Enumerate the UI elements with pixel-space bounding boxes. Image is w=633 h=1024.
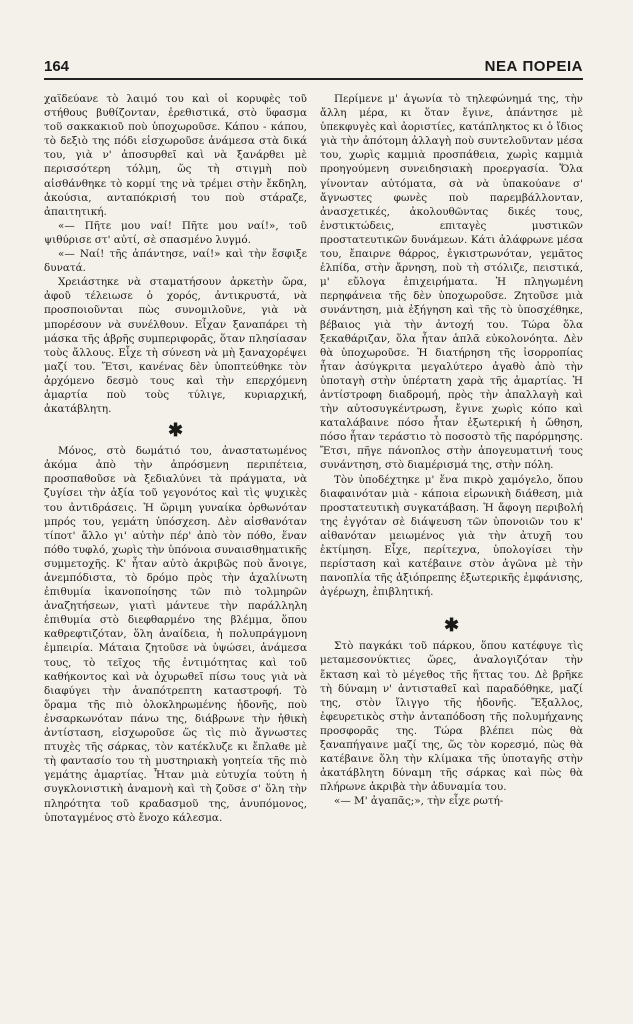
page-number: 164 bbox=[44, 58, 70, 75]
section-separator: ✱ bbox=[443, 615, 460, 637]
paragraph: «— Μ' ἀγαπᾶς;», τὴν εἶχε ρωτή- bbox=[334, 795, 504, 808]
paragraph: «— Ναί! τῆς ἀπάντησε, ναί!» καὶ τὴν ἔσφιξε δυνατά. bbox=[44, 248, 307, 275]
spacer bbox=[320, 599, 583, 611]
paragraph: Περίμενε μ' ἀγωνία τὸ τηλεφώνημά της, τὴν ἄλλη μέρα, κι ὅταν ἔγινε, ἀπάντησε μὲ ὑπεκφυγὲς καὶ ἀοριστίες, κατάπληκτος κι ὁ ἴδιος γιὰ τὴν ἀπότομη ἀλλαγὴ ποὺ συντελοῦνταν μέσα του, χωρὶς καμμιὰ προσπάθεια, χωρὶς καμμιὰ προηγούμενη συνειδησιακὴ προεργασία. Ὅλα γίνονταν αὐτόματα, σὰ νὰ ὑπακούανε σ' ἄγνωστες φωνὲς ποὺ παρεμβάλλονταν, ἀνασχετικές, ἀκολουθῶντας δικές τους, ἐνστικτώδεις, επιταγὲς μυστικῶν προστατευτικῶν δυνάμεων. Κάτι ἀλάφρωνε μέσα του, ἔπαιρνε θάρρος, ἐγκιστρωνόταν, γεμᾶτος ἐλπίδα, στὴν ἄρνηση, ποὺ τὴ στόλιζε, πειστικά, μ' εὔλογα ἐπιχειρήματα. Ἡ πληγωμένη περηφάνεια τῆς δὲν ὑποχωροῦσε. Ζητοῦσε μιὰ συνάντηση, μιὰ ἐξήγηση καὶ τῆς τὸ ὑποσχέθηκε, βέβαιος γιὰ τὴν ἀντοχή του. Τώρα ὅλα ξεκαθάριζαν, ὅλα ἦταν ἁπλᾶ εὐκολονόητα. Δὲν θὰ ὑποχωροῦσε. Ἡ διατήρηση τῆς ἰσορροπίας ἦταν ἀσύγκριτα μεγαλύτερο ἀγαθὸ ἀπὸ τὴν ὑποταγὴ στὴν ὑπέρτατη χαρὰ τῆς ἁμαρτίας. Ἡ ἀντίστροφη διαδρομή, πρὸς τὴν ἀπαλλαγὴ καὶ τὴν αὐτοσυγκέντρωση, ἔγινε χωρὶς κόπο καὶ καταλάβαινε πόσο ἦταν ἐξωτερική ἡ ὤθηση, πόσο ἦταν τεράστιο τὸ ποσοστὸ τῆς παρόρμησης. Ἔτσι, πῆγε πάνοπλος στὴν ἀπογευματινή τους συνάντηση, στὸ διαμέρισμά της, στὴν πόλη. bbox=[320, 93, 583, 472]
left-column bbox=[44, 92, 307, 825]
right-column bbox=[320, 92, 583, 809]
paragraph: χαϊδεύανε τὸ λαιμό του καὶ οἱ κορυφὲς τοῦ στήθους βυθίζονταν, ἐρεθιστικά, στὸ ὕφασμα τοῦ σακκακιοῦ ποὺ ὑποχωροῦσε. Κάπου - κάπου, τὸ δεξιὸ της πόδι εἰσχωροῦσε ἀνάμεσα στὰ δικά του, γιὰ ν' ἀποσυρθεῖ καὶ νὰ ξανάρθει μὲ περισσότερη τόλμη, ὥς τὴ στιγμὴ ποὺ αἰσθάνθηκε τὸ κορμί της νὰ τρέμει στὴν ἔκδηλη, ἀκούσια, ανταπόκρισή του ποὺ στάραζε, ἀπαιτητική. bbox=[44, 93, 307, 218]
page-header bbox=[44, 58, 583, 80]
journal-title: ΝΕΑ ΠΟΡΕΙΑ bbox=[484, 58, 583, 75]
paragraph: Τὸν ὑποδέχτηκε μ' ἕνα πικρὸ χαμόγελο, ὅπου διαφαινόταν μιὰ - κάποια εἰρωνικὴ διάθεση, μιὰ προστατευτικὴ συγκατάβαση. Ἡ ἄφογη περιβολή της ἐγγόταν σὲ διάψευση τῶν ὑπονοιῶν του κ' αἰθανόταν μειωμένος γιὰ τὴν ἀτυχῆ του ἐκτίμηση. Εἶχε, περίτεχνα, ὑπολογίσει τὴν περίσταση καὶ κατέβαινε στὸν ἀγῶνα μὲ τὴν πανοπλία τῆς ἀξιόπρεπης ἐξωτερικῆς ἐμφάνισης, ἀγέρωχη, ἐπιβλητική. bbox=[320, 473, 583, 599]
paragraph: Μόνος, στὸ δωμάτιό του, ἀναστατωμένος ἀκόμα ἀπὸ τὴν ἀπρόσμενη περιπέτεια, προσπαθοῦσε νὰ ξεδιαλύνει τὰ πράγματα, νὰ ζυγίσει τὴν ἀξία τοῦ γεγονότος καὶ τὶς ψυχικὲς του ἀντιδράσεις. Ἡ ὥριμη γυναίκα ὀρθωνόταν μπρός του, γεμάτη ὑπόσχεση. Δὲν αἰσθανόταν τίποτ' ἄλλο γι' αὐτὴν πέρ' ἀπὸ τὸν πόθο, ἕναν πόθο τυφλό, χωρὶς τὴν ὑπόνοια συναισθηματικῆς συμμετοχῆς. Κ' ἦταν αὐτὸ ἀκριβῶς ποὺ ἄνοιγε, ἀνεμπόδιστα, τὸ δρόμο πρὸς τὴν ἀχαλίνωτη ἐπιθυμία ἱκανοποίησης τῶν πιὸ τολμηρῶν ἀναζητήσεων, γιατὶ μάντευε τὴν παράλληλη ἐπιθυμία στὸ διεφθαρμένο της βλέμμα, ὅπου καθρεφτιζόταν, ὅλη ἀναίδεια, ἡ πολυπράγμονη ἐμπειρία. Μάταια ζητοῦσε νὰ ὑψώσει, ἀνάμεσα τους, τὸ τεῖχος τῆς ἐντιμότητας καὶ τοῦ καθήκοντος καὶ νὰ ὀχυρωθεῖ πίσω τους γιὰ νὰ διαφύγει τὴν ἀναπότρεπτη καταστροφή. Τὸ ὅραμα τῆς πιὸ ὁλοκληρωμένης ἡδονῆς, ποὺ ἐνσαρκωνόταν πάνω της, διάβρωνε τὴν ἠθικὴ ἀντίσταση, εἰσχωροῦσε ὥς τὶς πιὸ ἄγνωστες πτυχὲς τῆς σάρκας, τὸν κατέκλυζε κι ἔπλαθε μὲ τὴ φαντασίο του τὴ μυστηριακὴ γοητεία τῆς πιὸ γεμάτης ἁμαρτίας. Ἦταν μιὰ εὐτυχία τούτη ἡ συγκλονιστικὴ ἀναμονὴ καὶ τὴ ζοῦσε σ' ὅλη τὴν πληρότητα τοῦ κραδασμοῦ της, ἀνυπόμονος, ὑποταγμένος στὸ ἔνοχο κάλεσμα. bbox=[44, 445, 307, 824]
paragraph: «— Πῆτε μου ναί! Πῆτε μου ναί!», τοῦ ψιθύρισε στ' αὐτί, σὲ σπασμένο λυγμό. bbox=[44, 219, 307, 246]
section-separator: ✱ bbox=[167, 420, 184, 442]
paragraph: Χρειάστηκε νὰ σταματήσουν ἀρκετὴν ὥρα, ἀφοῦ τέλειωσε ὁ χορός, ἀντικρυστά, νὰ προσποιοῦνται πὼς συνομιλοῦνε, γιὰ νὰ μπορέσουν νὰ συνέλθουν. Εἶχαν ξαναπάρει τὴ μάσκα τῆς ἀβρῆς συμπεριφορᾶς, ὅταν πλησίασαν τοὺς ἄλλους. Εἶχε τὴ σύνεση νὰ μὴ ξαναχορέψει μαζί του. Ἔτσι, κανένας δὲν ὑποπτεύθηκε τὸν ἀρχόμενο δεσμὸ τους καὶ τὴν επερχόμενη ἁμαρτία ποὺ τοὺς τύλιγε, κυριαρχική, ἀκατάβλητη. bbox=[44, 276, 307, 416]
paragraph: Στὸ παγκάκι τοῦ πάρκου, ὅπου κατέφυγε τὶς μεταμεσονύκτιες ὥρες, ἀναλογιζόταν τὴν ἔκταση καὶ τὸ μέγεθος τῆς ἥττας του. Δὲ βρῆκε τὴ δύναμη ν' ἀντισταθεῖ καὶ παραδόθηκε, μαζί της, στὸν ἴλιγγο τῆς ἡδονῆς. Ἔξαλλος, ἐφευρετικὸς στὴν ἀνταπόδοση τῆς πολυμήχανης προσφορᾶς της. Τώρα βλέπει πὼς θὰ ξαναπήγαινε μαζί της, ὥς τὸν κορεσμό, πὼς θὰ κατέβαινε ὅλη τὴν κλίμακα τῆς ὑποταγῆς στὴν ἀκατάβλητη δύναμη τῆς σάρκας καὶ πὼς θὰ πλήρωνε ἀκριβὰ τὴν ἀδυναμία του. bbox=[320, 640, 583, 794]
